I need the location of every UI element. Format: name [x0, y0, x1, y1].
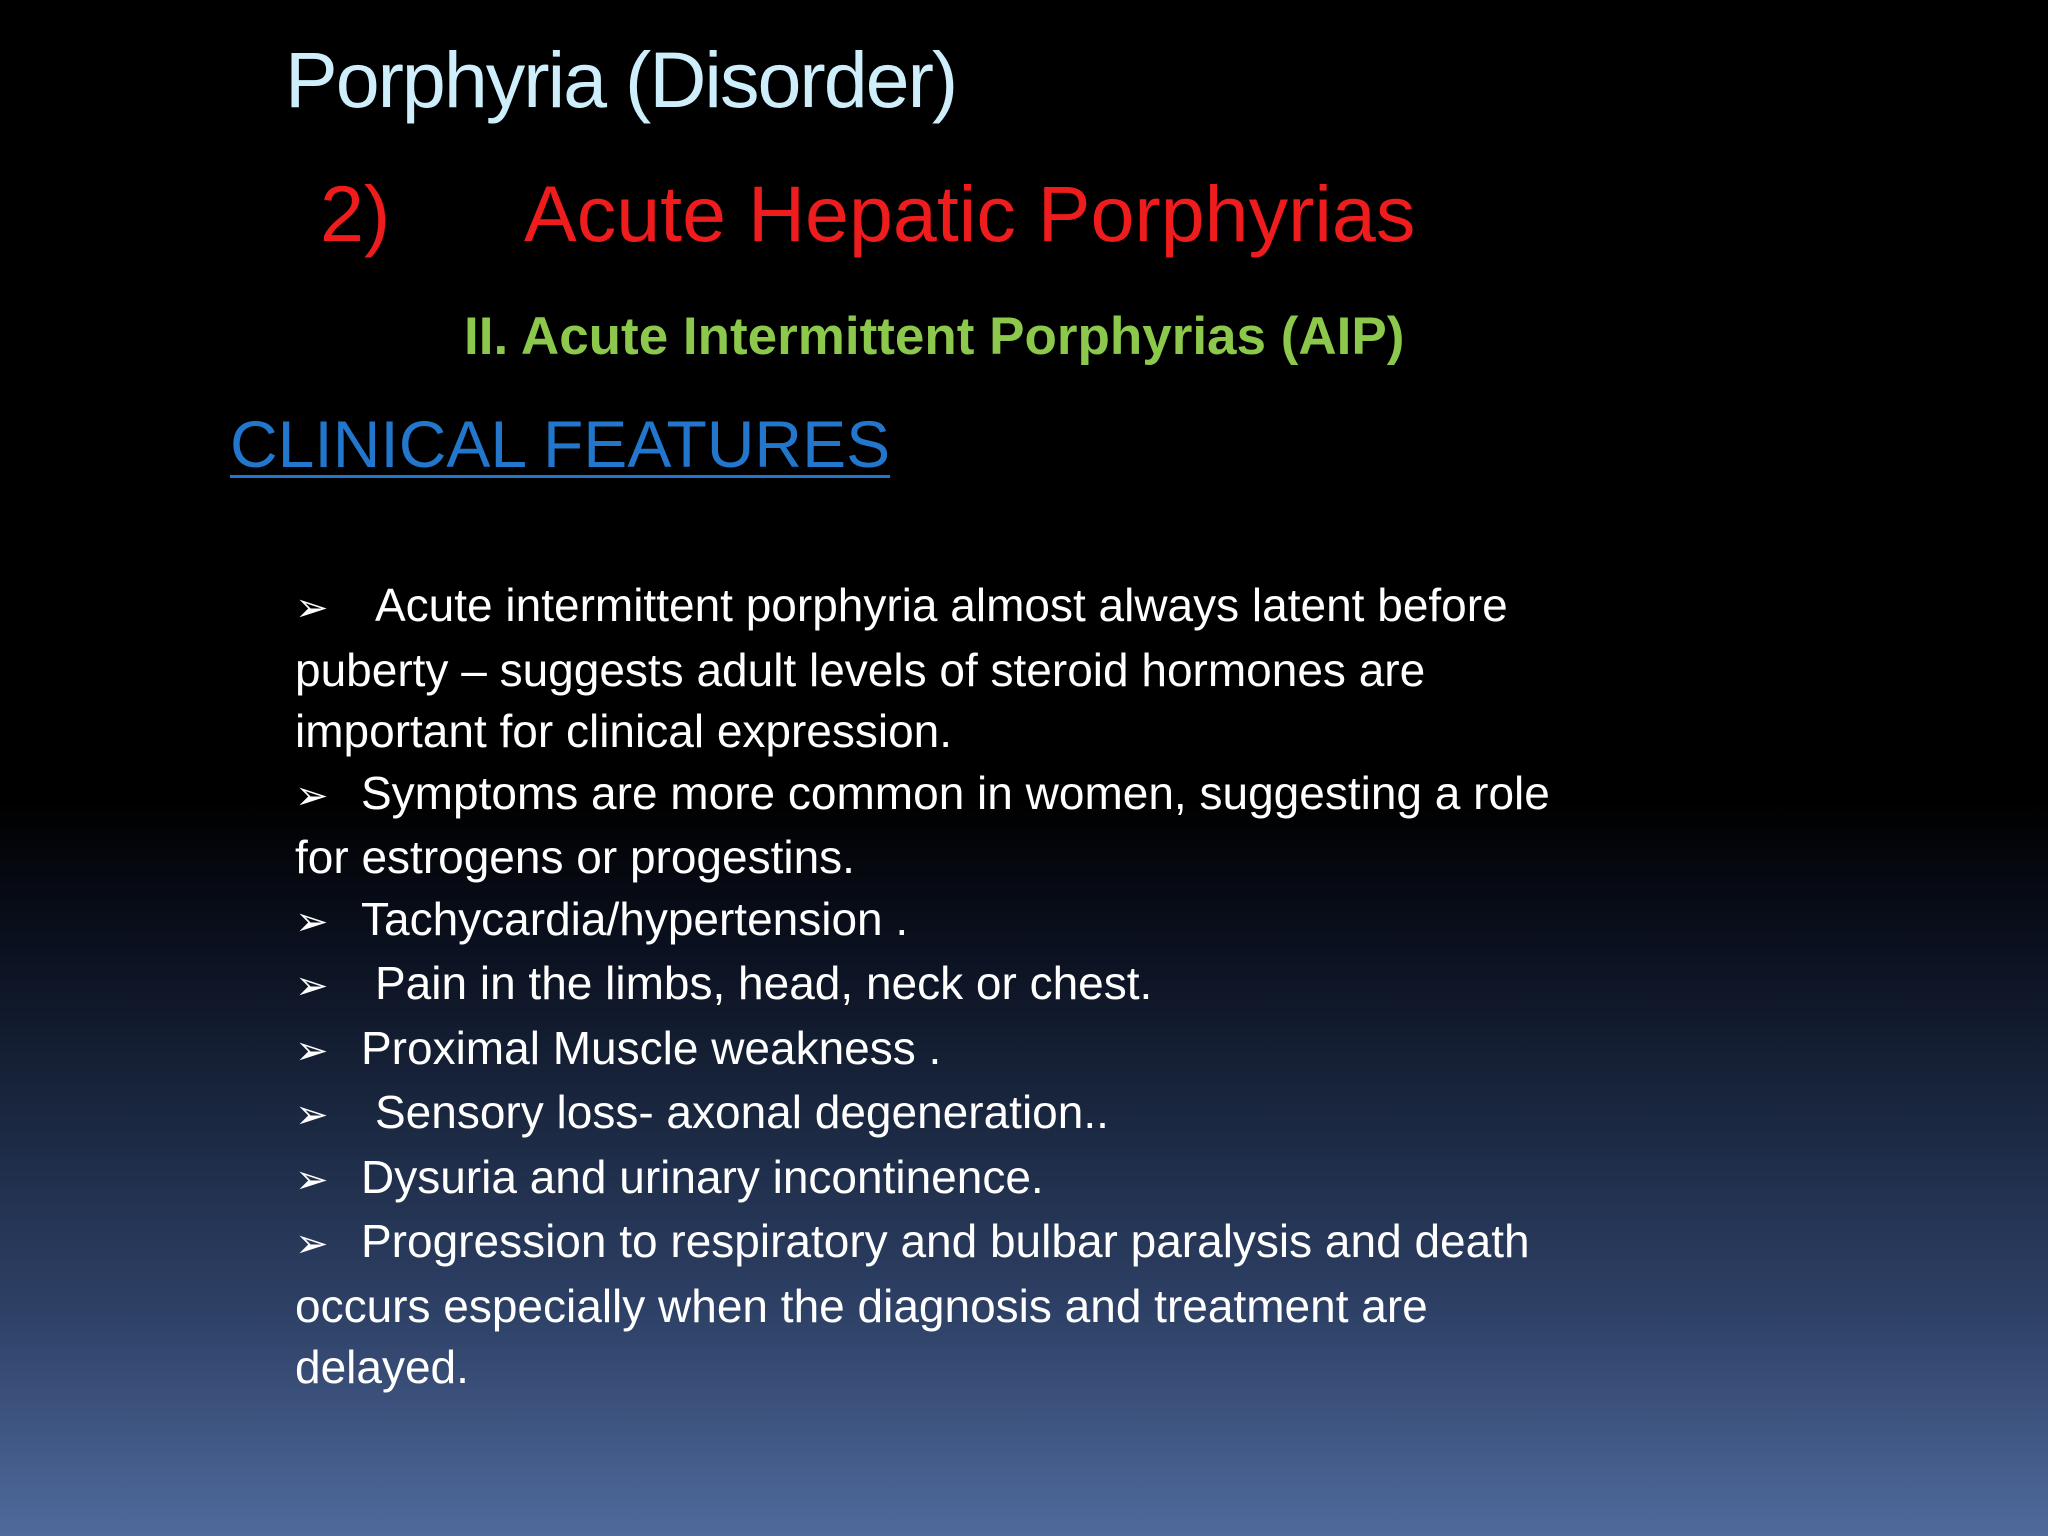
bullet-line: ➢ Sensory loss- axonal degeneration.. — [295, 1082, 1755, 1147]
section-number: 2) — [320, 169, 391, 258]
slide-title: Porphyria (Disorder) — [285, 35, 957, 124]
bullet-line: ➢ Pain in the limbs, head, neck or chest. — [295, 953, 1755, 1018]
arrowhead-bullet-icon: ➢ — [295, 963, 329, 1009]
arrowhead-bullet-icon: ➢ — [295, 585, 329, 631]
arrowhead-bullet-icon: ➢ — [295, 1221, 329, 1267]
arrowhead-bullet-icon: ➢ — [295, 1156, 329, 1203]
bullet-line: important for clinical expression. — [295, 705, 953, 757]
arrowhead-bullet-icon: ➢ — [295, 1092, 329, 1138]
bullet-line: ➢ Progression to respiratory and bulbar paralysis and death — [295, 1211, 1755, 1276]
bullet-line: ➢ Proximal Muscle weakness . — [295, 1018, 1755, 1083]
bullet-line: ➢ Acute intermittent porphyria almost always latent before — [295, 575, 1755, 640]
arrowhead-bullet-icon: ➢ — [295, 898, 329, 945]
clinical-features-heading[interactable]: CLINICAL FEATURES — [230, 407, 891, 481]
bullet-line: ➢ Symptoms are more common in women, suggesting a role — [295, 763, 1755, 828]
bullet-line: ➢ Tachycardia/hypertension . — [295, 889, 1755, 954]
arrowhead-bullet-icon: ➢ — [295, 772, 329, 819]
bullet-line: puberty – suggests adult levels of steroid hormones are — [295, 643, 1426, 696]
section-title: Acute Hepatic Porphyrias — [524, 169, 1416, 258]
subsection-title: II. Acute Intermittent Porphyrias (AIP) — [464, 307, 1405, 366]
bullet-line: delayed. — [295, 1341, 469, 1393]
bullet-line: for estrogens or progestins. — [295, 831, 855, 883]
arrowhead-bullet-icon: ➢ — [295, 1027, 329, 1074]
bullet-list — [295, 575, 1755, 1399]
bullet-line: ➢ Dysuria and urinary incontinence. — [295, 1147, 1755, 1212]
bullet-line: occurs especially when the diagnosis and treatment are — [295, 1279, 1428, 1332]
